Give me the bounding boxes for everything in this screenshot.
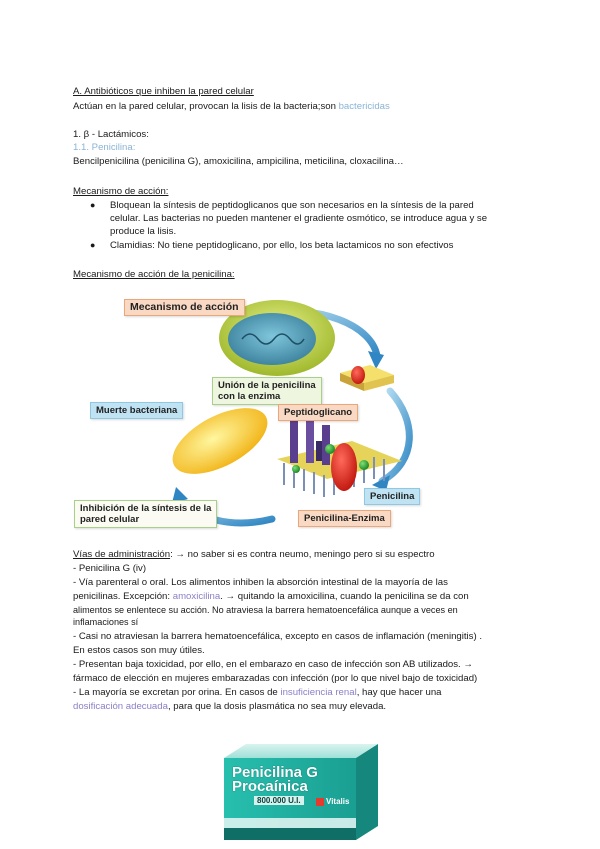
routes-line: - Penicilina G (iv) <box>73 563 147 574</box>
routes-line: - Vía parenteral o oral. Los alimentos inhiben la absorción intestinal de la mayoría de las <box>73 577 448 588</box>
arrow-right <box>382 391 409 481</box>
penicillin-molecule <box>292 465 300 473</box>
penicillin-mechanism-diagram <box>72 291 452 533</box>
bullet-marker: ● <box>90 200 96 210</box>
routes-title-suffix: : → no saber si es contra neumo, meningo pero si su espectro <box>170 549 435 560</box>
section-title: A. Antibióticos que inhiben la pared celular <box>73 86 254 97</box>
label-mechanism: Mecanismo de acción <box>124 299 245 316</box>
penicillins-list: Bencilpenicilina (penicilina G), amoxicilina, ampicilina, meticilina, cloxacilina… <box>73 156 404 167</box>
label-inhibition <box>74 500 217 528</box>
label-inhibition-line2: pared celular <box>80 514 140 525</box>
routes-highlight-renal: insuficiencia renal <box>280 687 357 698</box>
routes-line: fármaco de elección en mujeres embarazadas con infección (por lo que nivel bajo de toxicidad) <box>73 673 478 684</box>
peptidoglycan-post <box>290 421 298 463</box>
label-penicillin: Penicilina <box>364 488 420 505</box>
box-side <box>356 744 378 840</box>
heading-penicillin: 1.1. Penicilina: <box>73 142 136 153</box>
routes-line: inflamaciones sí <box>73 617 139 627</box>
label-bacterial-death: Muerte bacteriana <box>90 402 183 419</box>
product-dose: 800.000 U.I. <box>254 796 304 805</box>
product-name <box>232 766 318 794</box>
routes-line: En estos casos son muy útiles. <box>73 645 205 656</box>
intro-line <box>73 101 390 113</box>
routes-line <box>73 701 386 713</box>
routes-line <box>73 687 442 699</box>
penicillin-enzyme-blob <box>331 443 357 491</box>
routes-text: , hay que hacer una <box>356 687 442 698</box>
brand-logo-mark <box>316 798 324 806</box>
bacterium-inner <box>228 313 316 365</box>
bullet-line: Bloquean la síntesis de peptidoglicanos que son necesarios en la síntesis de la pared <box>110 200 474 211</box>
routes-text: , para que la dosis plasmática no sea muy elevada. <box>167 701 387 712</box>
routes-line <box>73 591 469 603</box>
box-top <box>224 744 378 758</box>
peptidoglycan-post <box>316 441 322 461</box>
routes-text: - La mayoría se excretan por orina. En casos de <box>73 687 281 698</box>
routes-line: alimentos se enlentece su acción. No atraviesa la barrera hematoencefálica aunque a veces en <box>73 605 458 615</box>
label-peptidoglycan: Peptidoglicano <box>278 404 358 421</box>
product-name-line1: Penicilina G <box>232 764 318 781</box>
mechanism-title: Mecanismo de acción: <box>73 186 169 197</box>
penicillin-product-image <box>220 742 380 844</box>
bullet-line: produce la lisis. <box>110 226 177 237</box>
intro-text: Actúan en la pared celular, provocan la lisis de la bacteria;son <box>73 101 339 112</box>
label-inhibition-line1: Inhibición de la síntesis de la <box>80 503 212 514</box>
box-band <box>224 828 356 840</box>
intro-highlight: bactericidas <box>338 101 390 112</box>
routes-highlight-dosing: dosificación adecuada <box>73 701 168 712</box>
routes-line: - Casi no atraviesan la barrera hematoencefálica, excepto en casos de inflamación (meningitis) . <box>73 631 483 642</box>
box-white-strip <box>224 818 356 828</box>
routes-text: penicilinas. Excepción: <box>73 591 173 602</box>
heading-beta-lactams: 1. β - Lactámicos: <box>73 129 149 140</box>
bullet-line: Clamidias: No tiene peptidoglicano, por ello, los beta lactamicos no son efectivos <box>110 240 454 251</box>
label-binding-line1: Unión de la penicilina <box>218 380 316 391</box>
product-name-line2: Procaínica <box>232 778 308 795</box>
bullet-line: celular. Las bacterias no pueden mantener el gradiente osmótico, se introduce agua y se <box>110 213 488 224</box>
label-binding <box>212 377 322 405</box>
routes-title: Vías de administración <box>73 549 171 560</box>
routes-title-line <box>73 549 435 561</box>
label-penicillin-enzyme: Penicilina-Enzima <box>298 510 391 527</box>
product-brand: Vitalis <box>326 797 350 806</box>
routes-highlight-amoxicilina: amoxicilina <box>172 591 221 602</box>
routes-line: - Presentan baja toxicidad, por ello, en el embarazo en caso de infección son AB utilizados. → <box>73 659 473 670</box>
label-binding-line2: con la enzima <box>218 391 281 402</box>
enzyme-red-blob <box>351 366 365 384</box>
routes-text: . → quitando la amoxicilina, cuando la penicilina se da con <box>220 591 469 602</box>
peptidoglycan-post <box>306 419 314 463</box>
penicillin-molecule <box>325 444 335 454</box>
penicillin-mechanism-title: Mecanismo de acción de la penicilina: <box>73 269 235 280</box>
penicillin-molecule <box>359 460 369 470</box>
bullet-marker: ● <box>90 240 96 250</box>
